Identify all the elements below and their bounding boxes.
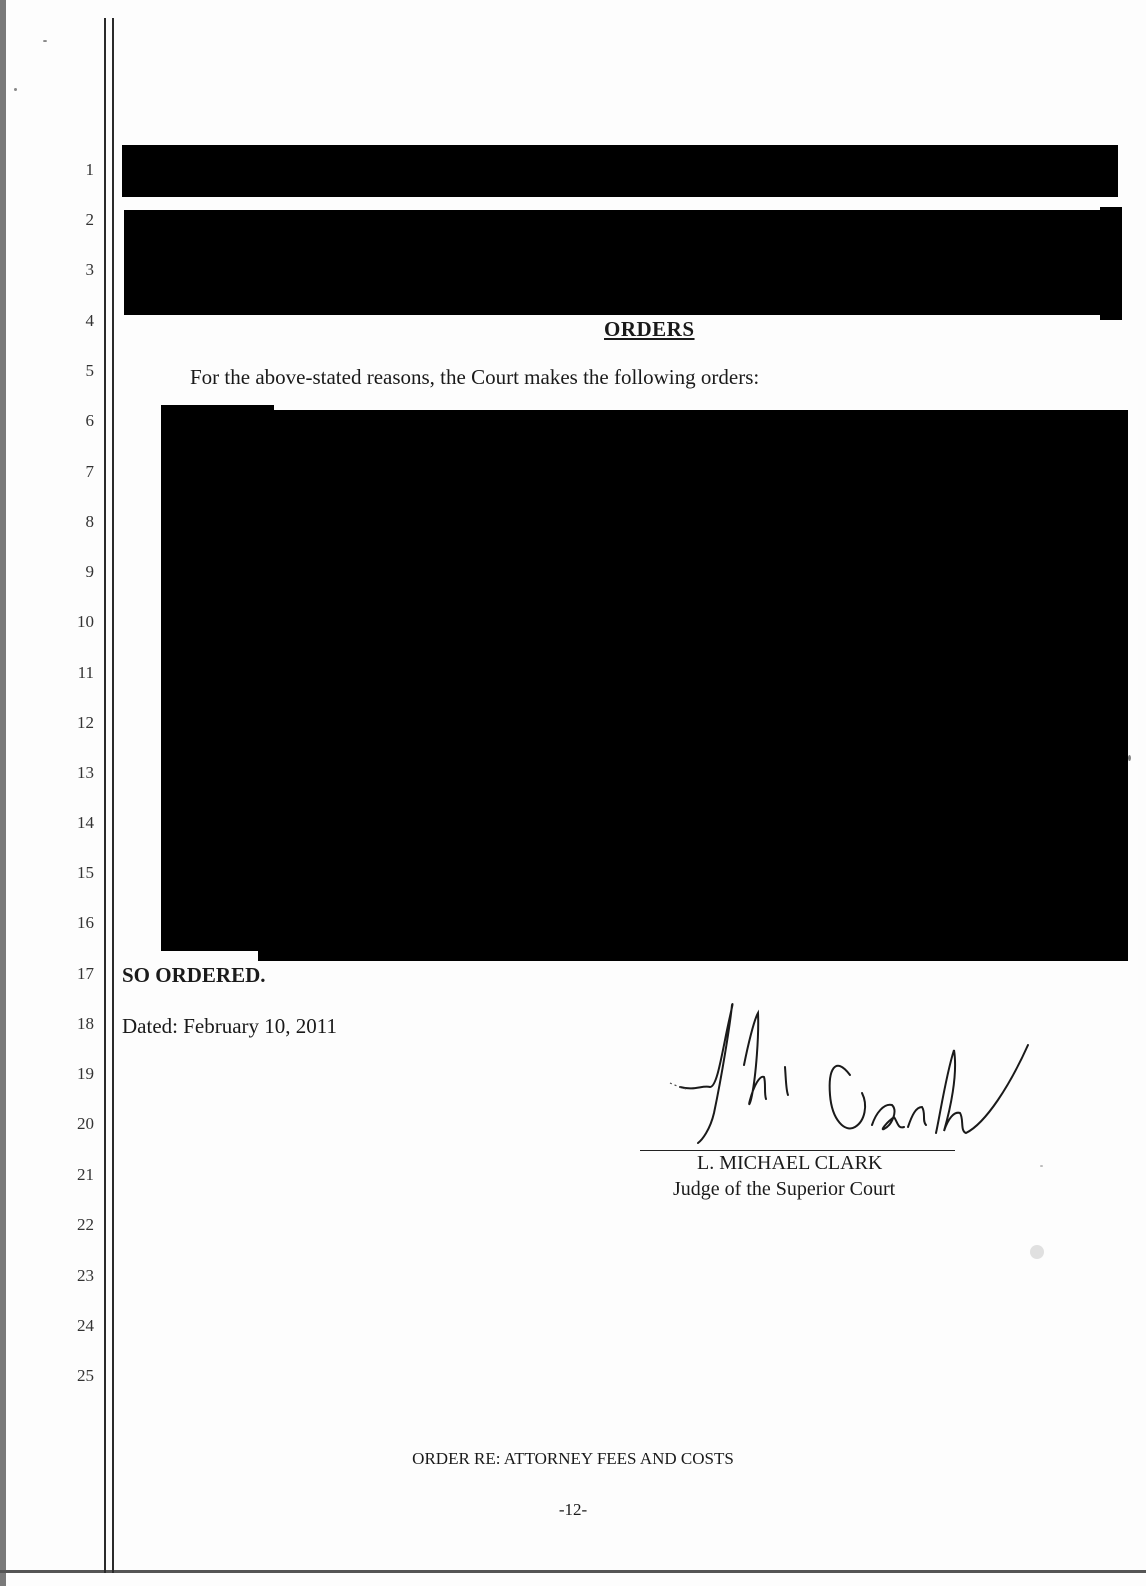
judge-signature [640, 995, 1060, 1155]
footer-title-text: ORDER RE: ATTORNEY FEES AND COSTS [412, 1449, 734, 1468]
scan-speck [14, 88, 17, 91]
line-number: 14 [77, 813, 94, 832]
page-number [0, 1500, 1146, 1520]
line-number: 15 [77, 863, 94, 882]
judge-title: Judge of the Superior Court [673, 1178, 896, 1200]
so-ordered-text: SO ORDERED. [122, 963, 266, 987]
document-footer-title [0, 1449, 1146, 1469]
scan-speck [1040, 1165, 1043, 1167]
line-numbers [40, 0, 94, 1586]
redaction-block-2-edge [1100, 207, 1122, 320]
redaction-block-3-bottom [258, 945, 1128, 961]
signature-line [640, 1150, 955, 1151]
line-number: 21 [77, 1165, 94, 1184]
line-number: 18 [77, 1014, 94, 1033]
dated-line: Dated: February 10, 2011 [122, 1014, 338, 1038]
line-number: 1 [85, 160, 94, 179]
left-margin-rule-outer [104, 18, 106, 1573]
line-number: 22 [77, 1215, 94, 1234]
line-number: 4 [85, 311, 94, 330]
redaction-block-1 [122, 145, 1118, 197]
line-number: 3 [85, 260, 94, 279]
redaction-block-2 [124, 210, 1100, 315]
line-number: 9 [85, 562, 94, 581]
line-number: 16 [77, 913, 94, 932]
line-number: 5 [85, 361, 94, 380]
scan-speck [43, 40, 47, 42]
scan-speck [1128, 755, 1131, 761]
scan-speck [1030, 1245, 1044, 1259]
scan-bottom-edge [0, 1570, 1146, 1573]
line-number: 20 [77, 1114, 94, 1133]
line-number: 25 [77, 1366, 94, 1385]
orders-heading: ORDERS [604, 317, 695, 341]
line-number: 23 [77, 1266, 94, 1285]
line-number: 13 [77, 763, 94, 782]
line-number: 24 [77, 1316, 94, 1335]
line-number: 19 [77, 1064, 94, 1083]
line-number: 6 [85, 411, 94, 430]
line-number: 2 [85, 210, 94, 229]
line-number: 17 [77, 964, 94, 983]
line-number: 12 [77, 713, 94, 732]
judge-name: L. MICHAEL CLARK [697, 1152, 883, 1174]
page-number-text: -12- [558, 1500, 588, 1519]
line-number: 7 [85, 462, 94, 481]
redaction-block-3 [161, 410, 1128, 951]
orders-intro-text: For the above-stated reasons, the Court makes the following orders: [190, 365, 760, 389]
line-number: 8 [85, 512, 94, 531]
line-number: 11 [77, 663, 94, 682]
left-margin-rule-inner [112, 18, 114, 1573]
line-number: 10 [77, 612, 94, 631]
scan-left-edge [0, 0, 6, 1586]
